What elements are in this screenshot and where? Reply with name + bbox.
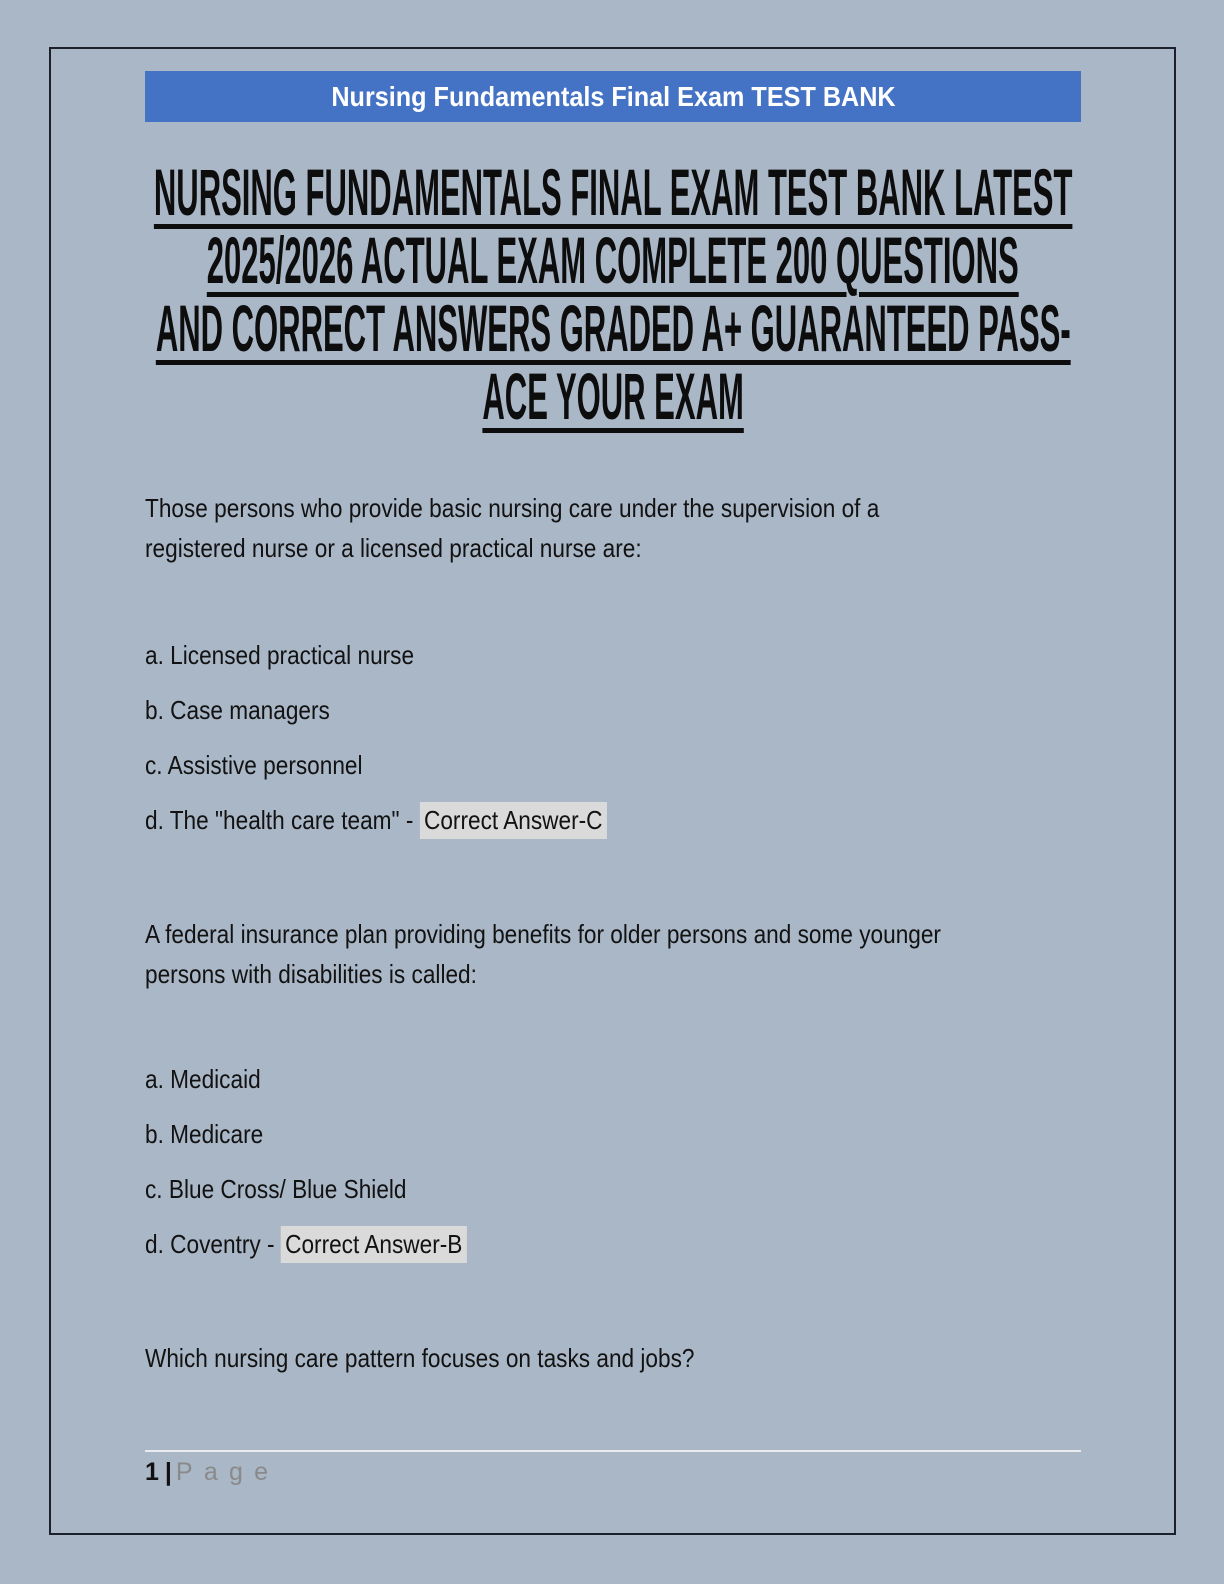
option-a-text: a. Licensed practical nurse: [145, 640, 415, 670]
option-c-text: c. Assistive personnel: [145, 750, 363, 780]
page-footer: [145, 1450, 1081, 1487]
question-1-text-line-2: registered nurse or a licensed practical nurse are:: [145, 533, 642, 563]
title-line-3: AND CORRECT ANSWERS GRADED A+ GUARANTEED PASS-: [155, 291, 1071, 365]
question-2-options: [145, 1066, 1081, 1258]
question-1-text-line-1: Those persons who provide basic nursing care under the supervision of a: [145, 493, 880, 523]
option-b: [145, 697, 1081, 724]
question-3: [145, 1338, 1081, 1378]
correct-answer-highlight: Correct Answer-C: [420, 802, 607, 839]
correct-answer-highlight: Correct Answer-B: [281, 1226, 467, 1263]
option-b-text: b. Medicare: [145, 1119, 264, 1149]
question-1: [145, 488, 1081, 568]
option-b: [145, 1121, 1081, 1148]
document-title: [145, 155, 1081, 433]
document-header-banner: [145, 71, 1081, 122]
option-a: [145, 642, 1081, 669]
option-d-text: d. The "health care team" -: [145, 805, 420, 835]
page-label: Page: [175, 1458, 280, 1486]
question-1-options: [145, 642, 1081, 834]
banner-title: Nursing Fundamentals Final Exam TEST BANK: [330, 80, 896, 112]
option-d: [145, 807, 1081, 834]
option-c: [145, 752, 1081, 779]
page-number: 1: [145, 1458, 159, 1486]
question-2: [145, 914, 1081, 994]
option-b-text: b. Case managers: [145, 695, 330, 725]
footer-separator: |: [164, 1458, 172, 1486]
option-d-text: d. Coventry -: [145, 1229, 281, 1259]
title-line-2: 2025/2026 ACTUAL EXAM COMPLETE 200 QUESTIONS: [207, 223, 1019, 297]
question-3-text-line-1: Which nursing care pattern focuses on tasks and jobs?: [145, 1343, 695, 1373]
document-page: [49, 47, 1176, 1535]
title-line-1: NURSING FUNDAMENTALS FINAL EXAM TEST BANK LATEST: [153, 155, 1073, 229]
option-a-text: a. Medicaid: [145, 1064, 261, 1094]
question-2-text-line-1: A federal insurance plan providing benefits for older persons and some younger: [145, 919, 941, 949]
title-line-4: ACE YOUR EXAM: [482, 359, 744, 433]
option-c: [145, 1176, 1081, 1203]
option-d: [145, 1231, 1081, 1258]
question-2-text-line-2: persons with disabilities is called:: [145, 959, 477, 989]
option-c-text: c. Blue Cross/ Blue Shield: [145, 1174, 407, 1204]
option-a: [145, 1066, 1081, 1093]
